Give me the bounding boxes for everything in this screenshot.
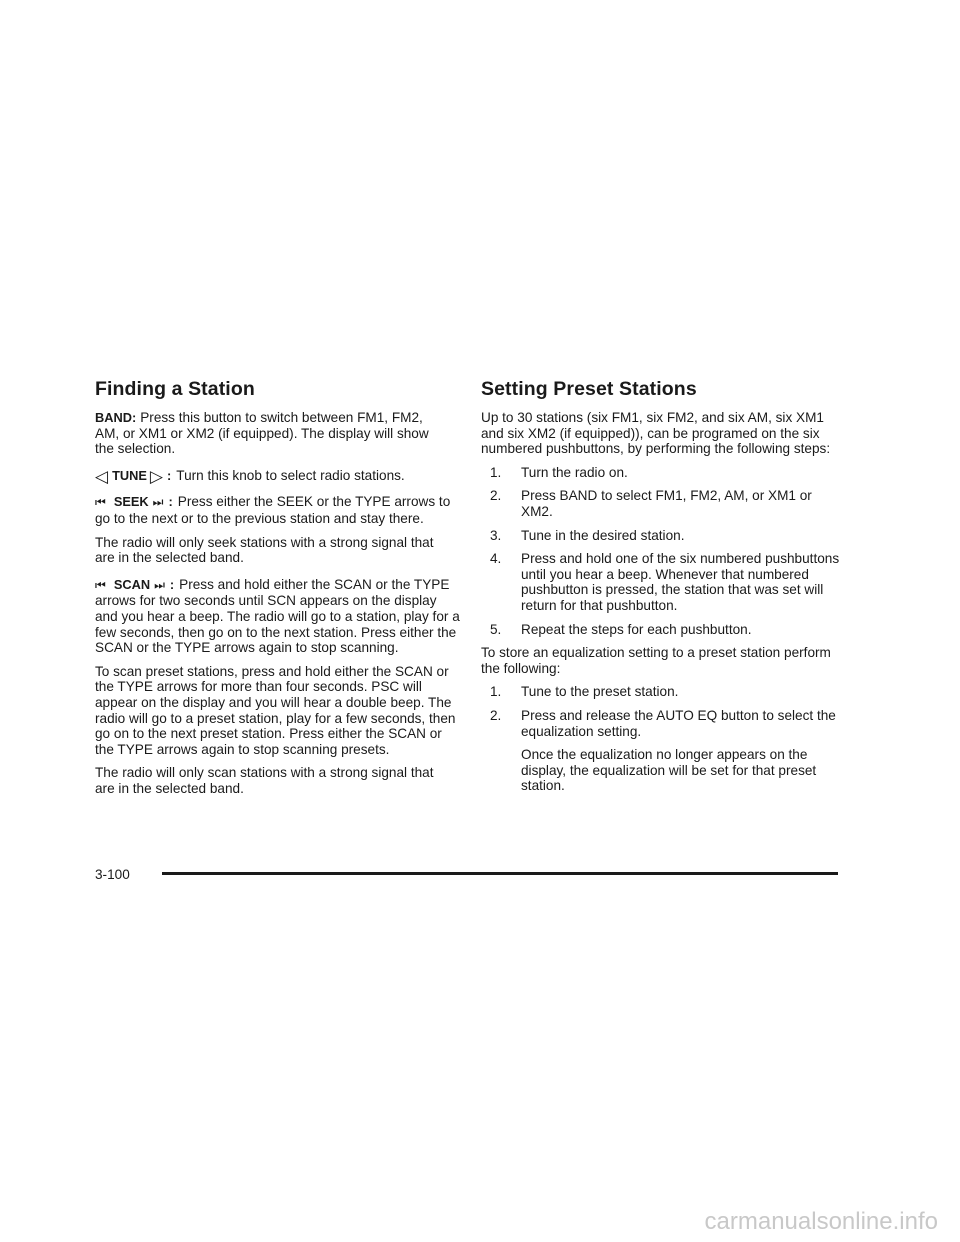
tune-text: Turn this knob to select radio stations. xyxy=(176,467,405,483)
page-number: 3-100 xyxy=(95,867,130,882)
scan-paragraph xyxy=(95,577,460,656)
seek-forward-icon: ⏭ xyxy=(152,495,164,510)
section-heading-setting-presets: Setting Preset Stations xyxy=(481,378,697,400)
left-column xyxy=(95,378,460,804)
scan-label: SCAN xyxy=(113,576,151,592)
watermark-text: carmanualsonline.info xyxy=(704,1208,938,1235)
list-item: 1. Tune to the preset station. xyxy=(490,684,679,700)
preset-steps-list xyxy=(481,465,846,637)
seek-back-icon: ⏮ xyxy=(95,495,106,510)
scan-forward-icon: ⏭ xyxy=(154,577,165,592)
seek-note: The radio will only seek stations with a strong signal that are in the selected band. xyxy=(95,534,434,566)
seek-paragraph xyxy=(95,494,460,526)
band-label: BAND: xyxy=(95,410,137,425)
list-item: 4. Press and hold one of the six numbered pushbuttons until you hear a beep. Whenever that numbered pushbutton is pressed, the station that was set will return for that pushbutton. xyxy=(490,551,840,613)
tune-right-arrow-icon: ▷ xyxy=(149,466,163,486)
tune-label: TUNE xyxy=(112,467,147,483)
seek-colon: : xyxy=(168,494,173,510)
scan-presets-paragraph: To scan preset stations, press and hold either the SCAN or the TYPE arrows for more than four seconds. PSC will appear on the display and you will hear a double beep. The radio will go to a preset station, play for a few seconds, then go on to the next preset station. Press either the SCAN or the TYPE arrows again to stop scanning presets. xyxy=(95,663,456,757)
tune-paragraph xyxy=(95,467,460,484)
presets-intro: Up to 30 stations (six FM1, six FM2, and six AM, six XM1 and six XM2 (if equipped)), can be programed on the six numbered pushbuttons, by performing the following steps: xyxy=(481,410,831,457)
eq-steps-list xyxy=(481,684,846,739)
band-paragraph xyxy=(95,410,445,457)
band-text: Press this button to switch between FM1, FM2, AM, or XM1 or XM2 (if equipped). The display will show the selection. xyxy=(95,410,429,457)
list-item: 1. Turn the radio on. xyxy=(490,464,628,480)
list-item: 2. Press and release the AUTO EQ button to select the equalization setting. xyxy=(490,707,836,739)
seek-label: SEEK xyxy=(113,494,149,510)
scan-back-icon: ⏮ xyxy=(95,577,106,592)
eq-note: Once the equalization no longer appears on the display, the equalization will be set for that preset station. xyxy=(521,747,817,794)
list-item: 2. Press BAND to select FM1, FM2, AM, or XM1 or XM2. xyxy=(490,488,812,519)
eq-intro: To store an equalization setting to a preset station perform the following: xyxy=(481,645,831,676)
scan-text: Press and hold either the SCAN or the TYPE arrows for two seconds until SCN appears on the display and you hear a beep. The radio will go to a station, play for a few seconds, then go on to the next station. Press either the SCAN or the TYPE arrows again to stop scanning. xyxy=(95,576,460,656)
scan-note: The radio will only scan stations with a strong signal that are in the selected band. xyxy=(95,765,434,796)
list-item: 3. Tune in the desired station. xyxy=(490,527,685,543)
section-heading-finding-station: Finding a Station xyxy=(95,378,255,400)
footer-rule xyxy=(162,872,838,875)
tune-colon: : xyxy=(167,467,172,483)
seek-text: Press either the SEEK or the TYPE arrows to go to the next or to the previous station and stay there. xyxy=(95,494,451,526)
list-item: 5. Repeat the steps for each pushbutton. xyxy=(490,621,752,637)
right-column xyxy=(481,378,846,802)
scan-colon: : xyxy=(169,576,175,592)
tune-left-arrow-icon: ◁ xyxy=(95,466,109,486)
